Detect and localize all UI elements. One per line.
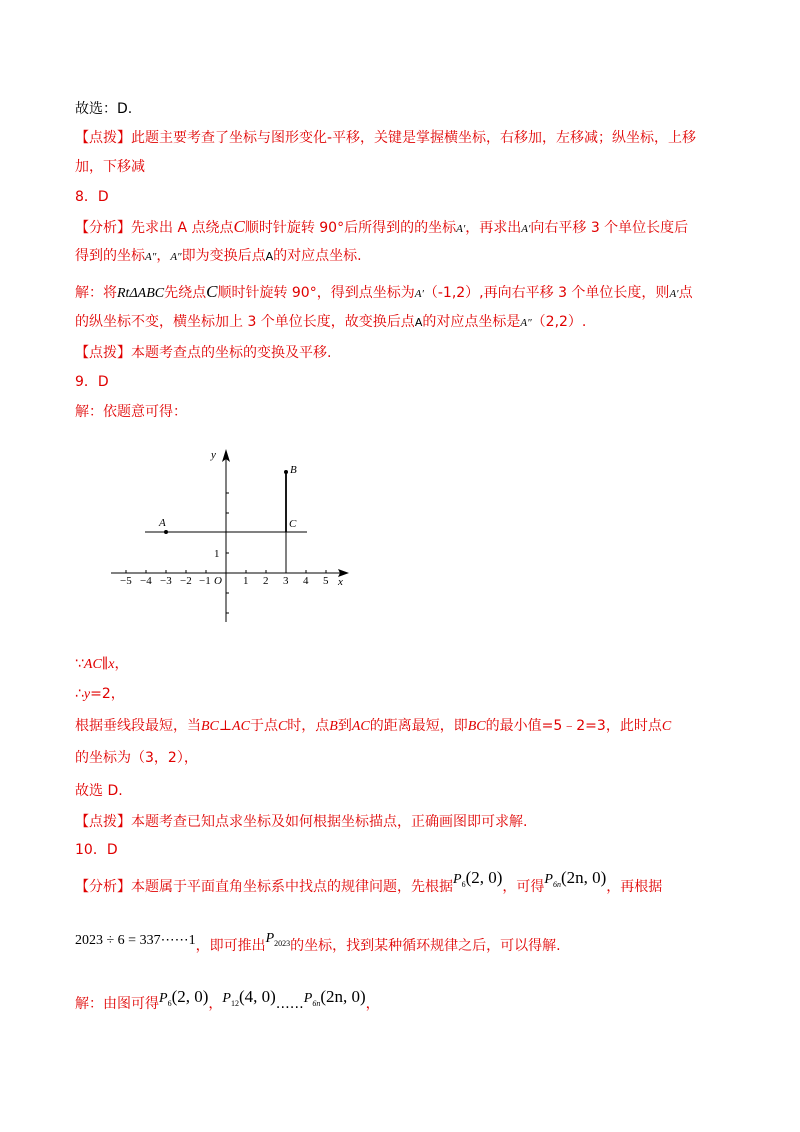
x-tick-label: 4 xyxy=(303,575,309,587)
x-tick-label: −2 xyxy=(180,575,192,587)
y-axis-label: y xyxy=(211,449,216,461)
answer-line: 故选：D. xyxy=(75,101,133,117)
point-a xyxy=(164,530,168,534)
solution-intro-q9: 解：依题意可得： xyxy=(75,404,187,420)
question-9-heading: 9．D xyxy=(75,374,109,390)
analysis-line1: 【分析】先求出 A 点绕点C顺时针旋转 90°后所得到的的坐标A′，再求出A′向右平移 3 个单位长度后 xyxy=(75,217,689,236)
solution-line2: 的纵坐标不变，横坐标加上 3 个单位长度，故变换后点A的对应点坐标是A″（2,2）. xyxy=(75,314,587,330)
x-tick-label: 2 xyxy=(263,575,269,587)
because-line: ∵AC∥x， xyxy=(75,656,129,672)
x-tick-label: −1 xyxy=(199,575,211,587)
point-b xyxy=(284,470,288,474)
point-b-label: B xyxy=(290,464,297,476)
solution-q10-line1: 解：由图可得$P_6(2$, 0)，$P_{12}(4$, $0)\dots\dots P_{6n}(2n$, 0)， xyxy=(75,987,380,1012)
answer-line-q9: 故选 D. xyxy=(75,783,123,799)
therefore-line: ∴y=2， xyxy=(75,686,125,702)
x-axis-label: x xyxy=(338,576,343,588)
y-tick-label: 1 xyxy=(214,548,220,560)
analysis-q10-line2: 2023 ÷ 6 = 337⋯⋯1，即可推出$P_{2023}$的坐标，找到某种循环规律之后，可以得解. xyxy=(75,931,561,954)
point-c-label: C xyxy=(289,518,297,530)
x-tick-label: −3 xyxy=(160,575,172,587)
solution-line1: 解：将RtΔABC先绕点C顺时针旋转 90°，得到点坐标为A′（-1,2）,再向右平移 3 个单位长度，则A′点 xyxy=(75,282,693,301)
reasoning-line1: 根据垂线段最短，当BC⊥AC于点C时，点B到AC的距离最短，即BC的最小值=5﹣2=3，此时点C xyxy=(75,718,672,734)
tip-paragraph-line2: 加，下移减 xyxy=(75,159,145,175)
reasoning-line2: 的坐标为（3，2）， xyxy=(75,750,198,766)
question-10-heading: 10．D xyxy=(75,842,118,858)
x-tick-label: −4 xyxy=(140,575,152,587)
analysis-line2: 得到的坐标A″，A″即为变换后点A的对应点坐标. xyxy=(75,248,362,264)
origin-label: O xyxy=(214,575,222,587)
x-tick-label: 5 xyxy=(323,575,329,587)
point-a-label: A xyxy=(159,517,166,529)
analysis-q10-line1: 【分析】本题属于平面直角坐标系中找点的规律问题，先根据$P_6(2$, 0)，可得$P_{6n}(2n$, 0)，再根据 xyxy=(75,868,663,895)
coordinate-figure xyxy=(105,442,355,627)
x-tick-label: 3 xyxy=(283,575,289,587)
question-8-heading: 8．D xyxy=(75,189,109,205)
x-tick-label: −5 xyxy=(120,575,132,587)
tip-paragraph-line1: 【点拨】此题主要考查了坐标与图形变化-平移，关键是掌握横坐标，右移加，左移减；纵坐标，上移 xyxy=(75,130,697,146)
tip-line-q9: 【点拨】本题考查已知点求坐标及如何根据坐标描点，正确画图即可求解. xyxy=(75,814,528,830)
tip-line-q8: 【点拨】本题考查点的坐标的变换及平移. xyxy=(75,345,332,361)
x-tick-label: 1 xyxy=(243,575,249,587)
